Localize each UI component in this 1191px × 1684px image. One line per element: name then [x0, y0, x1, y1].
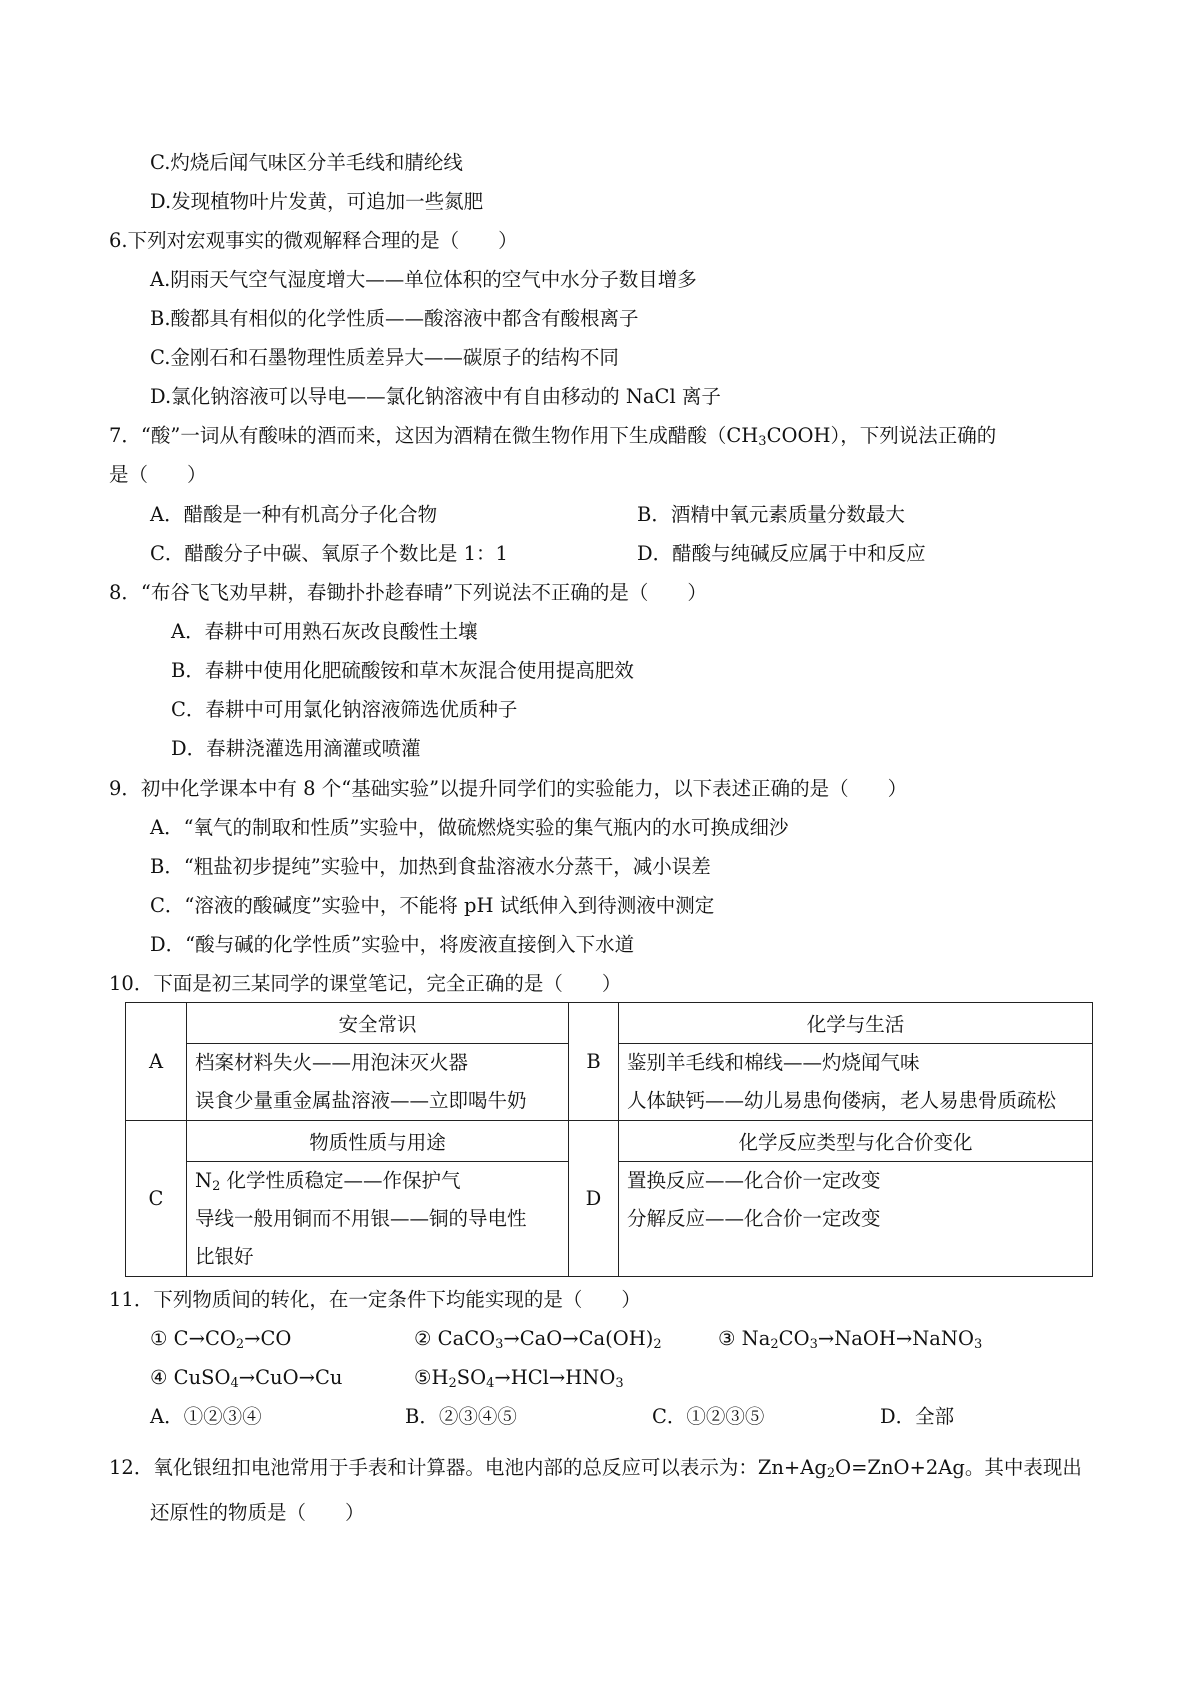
q6-option-c: C.金刚石和石墨物理性质差异大——碳原子的结构不同 [150, 346, 619, 369]
q8-stem: 8．“布谷飞飞劝早耕，春锄扑扑趁春晴”下列说法不正确的是（ ） [109, 581, 707, 604]
q5-option-c: C.灼烧后闻气味区分羊毛线和腈纶线 [150, 151, 463, 174]
q9-option-c: C．“溶液的酸碱度”实验中，不能将 pH 试纸伸入到待测液中测定 [150, 894, 715, 917]
cell-content-a [187, 1044, 569, 1121]
cell-a-line2: 误食少量重金属盐溶液——立即喝牛奶 [195, 1089, 527, 1112]
cell-content-d [619, 1162, 1093, 1277]
q11-chain-4: ④ CuSO$_4$→CuO→Cu [150, 1366, 343, 1391]
cell-letter-a: A [126, 1003, 187, 1121]
cell-header-a: 安全常识 [187, 1003, 569, 1044]
q12-stem-line2: 还原性的物质是（ ） [150, 1501, 365, 1524]
q9-option-a: A．“氧气的制取和性质”实验中，做硫燃烧实验的集气瓶内的水可换成细沙 [150, 816, 789, 839]
q8-option-c: C．春耕中可用氯化钠溶液筛选优质种子 [171, 698, 518, 721]
q11-chain-5: $⑤H_2SO_4\to HCl\to HNO_3$ [414, 1366, 624, 1391]
cell-c-line2: 导线一般用铜而不用银——铜的导电性 [195, 1207, 527, 1230]
q11-option-d: D．全部 [880, 1405, 955, 1428]
q11-option-b: B．②③④⑤ [405, 1405, 517, 1428]
q6-stem: 6.下列对宏观事实的微观解释合理的是（ ） [109, 229, 518, 252]
cell-b-line1: 鉴别羊毛线和棉线——灼烧闻气味 [627, 1051, 920, 1074]
q8-option-d: D．春耕浇灌选用滴灌或喷灌 [171, 737, 421, 760]
cell-c-line1: $N_2$ 化学性质稳定——作保护气 [195, 1169, 461, 1194]
q11-chain-1: ① $C\to CO_2\to CO$ [150, 1327, 292, 1352]
cell-a-line1: 档案材料失火——用泡沫灭火器 [195, 1051, 469, 1074]
cell-b-line2: 人体缺钙——幼儿易患佝偻病，老人易患骨质疏松 [627, 1089, 1057, 1112]
q7-option-c: C．醋酸分子中碳、氧原子个数比是 1：1 [150, 542, 508, 565]
q6-option-d: D.氯化钠溶液可以导电——氯化钠溶液中有自由移动的 NaCl 离子 [150, 385, 721, 408]
cell-header-c: 物质性质与用途 [187, 1121, 569, 1162]
q6-option-a: A.阴雨天气空气湿度增大——单位体积的空气中水分子数目增多 [150, 268, 697, 291]
cell-c-line3: 比银好 [195, 1245, 254, 1268]
q8-option-b: B．春耕中使用化肥硫酸铵和草木灰混合使用提高肥效 [171, 659, 634, 682]
cell-letter-c: C [126, 1121, 187, 1277]
cell-content-c [187, 1162, 569, 1277]
q7-option-a: A．醋酸是一种有机高分子化合物 [150, 503, 438, 526]
q5-option-d: D.发现植物叶片发黄，可追加一些氮肥 [150, 190, 484, 213]
q11-stem: 11．下列物质间的转化，在一定条件下均能实现的是（ ） [109, 1288, 641, 1311]
q12-stem: 12．氧化银纽扣电池常用于手表和计算器。电池内部的总反应可以表示为：$Zn+Ag_2O=ZnO+2Ag$。其中表现出 [109, 1456, 1082, 1481]
cell-letter-b: B [569, 1003, 619, 1121]
q11-option-a: A．①②③④ [150, 1405, 262, 1428]
q6-option-b: B.酸都具有相似的化学性质——酸溶液中都含有酸根离子 [150, 307, 639, 330]
cell-letter-d: D [569, 1121, 619, 1277]
cell-header-d: 化学反应类型与化合价变化 [619, 1121, 1093, 1162]
cell-content-b [619, 1044, 1093, 1121]
q10-notes-table [125, 1002, 1093, 1277]
q7-stem-line2: 是（ ） [109, 463, 207, 486]
q8-option-a: A．春耕中可用熟石灰改良酸性土壤 [171, 620, 478, 643]
q11-chain-2: ② $CaCO_3\to CaO\to Ca(OH)_2$ [414, 1327, 662, 1352]
q11-chain-3: ③ $Na_2CO_3\to NaOH\to NaNO_3$ [718, 1327, 983, 1352]
cell-d-line2: 分解反应——化合价一定改变 [627, 1207, 881, 1230]
q9-stem: 9．初中化学课本中有 8 个“基础实验”以提升同学们的实验能力，以下表述正确的是（ ） [109, 777, 908, 800]
q7-option-b: B．酒精中氧元素质量分数最大 [637, 503, 905, 526]
q11-option-c: C．①②③⑤ [652, 1405, 765, 1428]
q9-option-d: D．“酸与碱的化学性质”实验中，将废液直接倒入下水道 [150, 933, 635, 956]
q7-option-d: D．醋酸与纯碱反应属于中和反应 [637, 542, 926, 565]
cell-d-line1: 置换反应——化合价一定改变 [627, 1169, 881, 1192]
cell-header-b: 化学与生活 [619, 1003, 1093, 1044]
q7-stem: 7．“酸”一词从有酸味的酒而来，这因为酒精在微生物作用下生成醋酸$(CH_3COOH)$，下列说法正确的 [109, 424, 997, 449]
q9-option-b: B．“粗盐初步提纯”实验中，加热到食盐溶液水分蒸干，减小误差 [150, 855, 711, 878]
q10-stem: 10．下面是初三某同学的课堂笔记，完全正确的是（ ） [109, 972, 622, 995]
